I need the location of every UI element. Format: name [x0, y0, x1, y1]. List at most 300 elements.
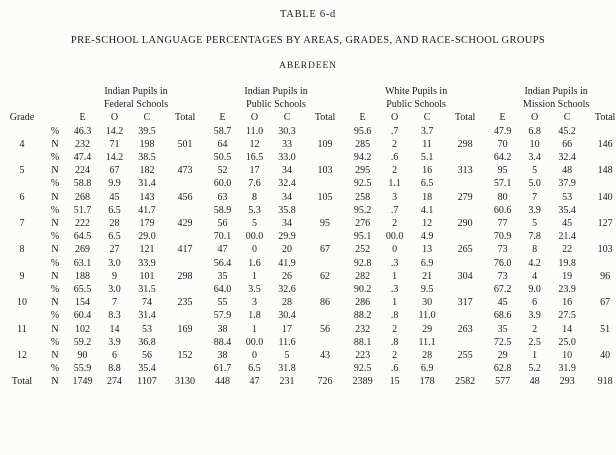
row-grade-label: 11	[17, 323, 27, 335]
cell-public-indian-pct: 7.6	[248, 178, 261, 190]
cell-public-white-count: 252	[355, 244, 371, 256]
cell-mission-pct: 3.9	[528, 204, 541, 216]
cell-mission-count: 73	[497, 244, 508, 256]
cell-public-white-count: 304	[457, 270, 473, 282]
cell-mission-count: 40	[600, 350, 611, 362]
cell-mission-pct	[584, 177, 616, 190]
cell-public-indian-count: 56	[217, 218, 228, 230]
table-row	[0, 283, 616, 296]
cell-mission-count: 127	[597, 218, 613, 230]
cell-mission-pct: 45.2	[558, 125, 576, 137]
cell-federal-count: 198	[139, 138, 155, 150]
cell-public-indian-count: 0	[252, 350, 258, 362]
cell-federal-pct	[164, 309, 206, 322]
cell-public-white-count: 232	[355, 323, 371, 335]
cell-public-indian-count: 34	[282, 165, 293, 177]
cell-public-indian-count: 35	[217, 270, 228, 282]
cell-federal-count: 179	[139, 218, 155, 230]
cell-federal-pct	[164, 125, 206, 138]
cell-federal-pct: 47.4	[73, 152, 92, 164]
cell-federal-pct: 58.8	[73, 178, 92, 190]
column-header-mission-total: Total	[594, 112, 616, 124]
cell-mission-pct: 9.0	[528, 284, 541, 296]
cell-public-indian-pct: 16.5	[245, 152, 264, 164]
cell-public-white-count: 263	[457, 323, 473, 335]
cell-mission-count: 5	[532, 218, 538, 230]
cell-federal-count: 71	[109, 138, 120, 150]
cell-public-indian-pct: 31.8	[278, 363, 296, 375]
cell-public-indian-pct: 64.0	[213, 284, 232, 296]
cell-federal-pct	[164, 257, 206, 270]
cell-public-indian-pct: 30.4	[278, 310, 296, 322]
cell-mission-count: 103	[597, 244, 613, 256]
cell-public-indian-pct: 32.4	[278, 178, 296, 190]
row-stat-count-label: N	[51, 191, 59, 203]
cell-mission-pct: 60.6	[493, 204, 512, 216]
cell-public-indian-pct: 50.5	[213, 152, 232, 164]
table-row	[0, 204, 616, 217]
cell-public-indian-pct: 57.9	[213, 310, 232, 322]
row-stat-percent-label: %	[50, 231, 60, 243]
table-row	[0, 323, 616, 336]
cell-mission-count: 10	[529, 138, 540, 150]
cell-federal-pct: 6.5	[108, 231, 121, 243]
cell-public-white-pct: 11.0	[418, 310, 436, 322]
cell-public-indian-count: 0	[252, 244, 258, 256]
cell-federal-pct: 39.5	[138, 125, 156, 137]
cell-public-indian-pct: 1.8	[248, 310, 261, 322]
cell-federal-count: 429	[177, 218, 193, 230]
cell-public-indian-count: 38	[217, 323, 228, 335]
cell-federal-pct: 3.0	[108, 257, 121, 269]
row-stat-count-label: N	[51, 165, 59, 177]
cell-federal-count: 102	[75, 323, 90, 335]
cell-public-indian-pct: 6.5	[248, 363, 261, 375]
cell-public-indian-count: 34	[282, 191, 293, 203]
cell-federal-pct: 63.1	[73, 257, 92, 269]
cell-public-white-count: 29	[422, 323, 433, 335]
cell-public-white-count: 0	[392, 244, 398, 256]
cell-federal-count: 268	[75, 191, 90, 203]
cell-federal-pct: 29.0	[138, 231, 156, 243]
cell-public-indian-count: 62	[320, 270, 331, 282]
cell-public-indian-count: 47	[249, 376, 260, 388]
cell-public-white-count: 317	[457, 297, 473, 309]
cell-public-indian-pct: 41.9	[278, 257, 296, 269]
cell-mission-pct: 72.5	[493, 336, 512, 348]
cell-public-indian-pct	[304, 283, 346, 296]
cell-public-indian-pct: 00.0	[245, 231, 264, 243]
cell-public-white-pct	[444, 230, 486, 243]
cell-federal-pct: 31.4	[138, 178, 156, 190]
cell-public-white-pct	[444, 309, 486, 322]
cell-public-white-count: 2389	[352, 376, 373, 388]
cell-public-indian-pct	[304, 125, 346, 138]
cell-mission-pct: 4.2	[528, 257, 541, 269]
cell-federal-pct: 14.2	[105, 152, 124, 164]
cell-mission-count: 8	[532, 244, 538, 256]
cell-mission-pct: 32.4	[558, 152, 576, 164]
cell-federal-count: 182	[139, 165, 155, 177]
cell-public-indian-count: 34	[282, 218, 293, 230]
cell-public-white-pct: 11.1	[418, 336, 436, 348]
cell-public-white-pct: 94.2	[353, 152, 372, 164]
cell-mission-count: 48	[529, 376, 540, 388]
table-row	[0, 375, 616, 388]
cell-public-white-count: 285	[355, 138, 371, 150]
cell-public-indian-pct: 33.0	[278, 152, 296, 164]
cell-public-indian-pct: 1.6	[248, 257, 261, 269]
cell-mission-pct: 6.8	[528, 125, 541, 137]
column-header-mission-c: C	[563, 112, 571, 124]
cell-mission-count: 73	[497, 270, 508, 282]
cell-federal-count: 3130	[175, 376, 196, 388]
cell-public-indian-pct: 58.7	[213, 125, 232, 137]
group-header-public-indian-line2: Public Schools	[246, 99, 306, 111]
cell-public-white-count: 1	[392, 297, 398, 309]
cell-federal-count: 456	[177, 191, 193, 203]
cell-mission-count: 2	[532, 323, 538, 335]
cell-mission-pct	[584, 230, 616, 243]
cell-public-white-pct	[444, 283, 486, 296]
cell-mission-count: 95	[497, 165, 508, 177]
cell-federal-count: 169	[177, 323, 193, 335]
cell-federal-count: 9	[112, 270, 117, 282]
cell-federal-pct: 41.7	[138, 204, 156, 216]
cell-public-white-count: 258	[355, 191, 371, 203]
row-stat-count-label: N	[51, 323, 59, 335]
row-grade-label: 12	[17, 350, 27, 362]
document-header	[0, 0, 616, 71]
cell-mission-count: 29	[497, 350, 508, 362]
cell-mission-pct: 57.1	[493, 178, 512, 190]
cell-mission-pct: 7.8	[528, 231, 541, 243]
row-grade-label: 8	[19, 244, 25, 256]
cell-federal-pct: 55.9	[73, 363, 92, 375]
table-row	[0, 177, 616, 190]
cell-mission-pct	[584, 257, 616, 270]
cell-mission-count: 16	[562, 297, 573, 309]
cell-public-indian-count: 55	[217, 297, 228, 309]
group-header-mission-line1: Indian Pupils in	[524, 86, 588, 97]
language-percentages-table	[0, 85, 616, 389]
cell-federal-count: 152	[177, 350, 193, 362]
group-header-federal	[66, 85, 206, 111]
cell-mission-pct: 76.0	[493, 257, 512, 269]
row-stat-percent-label: %	[50, 284, 60, 296]
cell-federal-pct: 31.4	[138, 310, 156, 322]
cell-federal-count: 501	[177, 138, 193, 150]
cell-public-indian-count: 8	[252, 191, 258, 203]
cell-public-indian-count: 52	[217, 165, 228, 177]
cell-public-white-pct	[444, 362, 486, 375]
cell-public-indian-pct: 00.0	[245, 336, 264, 348]
cell-federal-pct: 3.9	[108, 336, 121, 348]
cell-federal-count: 27	[109, 244, 120, 256]
cell-mission-count: 70	[497, 138, 508, 150]
cell-federal-pct: 64.5	[73, 231, 92, 243]
cell-public-indian-pct: 30.3	[278, 125, 296, 137]
cell-public-white-pct: 95.6	[353, 125, 372, 137]
cell-mission-pct	[584, 283, 616, 296]
cell-public-indian-pct: 58.9	[213, 204, 232, 216]
column-header-public-white-total: Total	[454, 112, 476, 124]
cell-mission-count: 148	[597, 165, 613, 177]
row-stat-percent-label: %	[50, 363, 60, 375]
cell-mission-count: 19	[562, 270, 573, 282]
cell-public-indian-pct: 56.4	[213, 257, 232, 269]
column-header-row	[0, 111, 616, 124]
cell-public-white-count: 276	[355, 218, 371, 230]
cell-federal-count: 67	[109, 165, 120, 177]
cell-public-indian-pct: 70.1	[213, 231, 232, 243]
cell-mission-count: 10	[562, 350, 573, 362]
cell-mission-pct: 5.0	[528, 178, 541, 190]
table-row	[0, 349, 616, 362]
cell-public-indian-pct: 88.4	[213, 336, 232, 348]
cell-public-indian-pct: 61.7	[213, 363, 232, 375]
cell-public-white-count: 313	[457, 165, 473, 177]
group-header-public-white	[346, 85, 486, 111]
cell-mission-count: 4	[532, 270, 538, 282]
cell-public-white-count: 279	[457, 191, 473, 203]
column-header-public-white-c: C	[423, 112, 431, 124]
row-stat-percent-label: %	[50, 178, 60, 190]
cell-federal-count: 269	[75, 244, 90, 256]
cell-federal-count: 473	[177, 165, 193, 177]
cell-public-white-count: 2	[392, 138, 398, 150]
column-header-mission-o: O	[530, 112, 539, 124]
cell-mission-count: 53	[562, 191, 573, 203]
cell-federal-count: 188	[75, 270, 90, 282]
cell-mission-count: 66	[562, 138, 573, 150]
cell-mission-count: 140	[597, 191, 613, 203]
cell-federal-count: 417	[177, 244, 193, 256]
cell-public-indian-count: 103	[317, 165, 333, 177]
cell-mission-pct: 47.9	[493, 125, 512, 137]
cell-federal-count: 74	[142, 297, 152, 309]
cell-public-white-pct: 6.9	[420, 257, 434, 269]
cell-public-white-pct: .7	[390, 204, 399, 216]
table-row	[0, 362, 616, 375]
cell-public-indian-pct	[304, 204, 346, 217]
cell-public-white-pct: .3	[390, 284, 399, 296]
column-header-public-white-o: O	[390, 112, 399, 124]
cell-public-white-pct: 92.8	[353, 257, 372, 269]
cell-mission-count: 14	[562, 323, 573, 335]
table-head	[0, 85, 616, 125]
cell-federal-pct: 8.3	[108, 310, 121, 322]
cell-mission-pct: 70.9	[493, 231, 512, 243]
cell-public-white-pct: .6	[390, 363, 399, 375]
cell-mission-pct: 5.2	[528, 363, 541, 375]
cell-public-indian-count: 12	[249, 138, 260, 150]
cell-public-indian-pct	[304, 230, 346, 243]
cell-mission-pct	[584, 151, 616, 164]
cell-federal-pct: 65.5	[73, 284, 92, 296]
cell-federal-pct: 35.4	[138, 363, 156, 375]
cell-public-indian-count: 17	[282, 323, 293, 335]
cell-federal-count: 143	[139, 191, 155, 203]
cell-federal-pct: 59.2	[73, 336, 92, 348]
cell-mission-pct: 25.0	[558, 336, 576, 348]
cell-public-white-count: 265	[457, 244, 473, 256]
cell-public-indian-count: 105	[317, 191, 333, 203]
cell-public-indian-count: 5	[284, 350, 290, 362]
cell-public-white-count: 12	[422, 218, 433, 230]
cell-public-indian-pct	[304, 257, 346, 270]
cell-federal-pct	[164, 151, 206, 164]
cell-public-white-pct: 4.1	[420, 204, 434, 216]
cell-mission-count: 45	[562, 218, 573, 230]
column-header-grade: Grade	[9, 112, 35, 124]
row-stat-count-label: N	[51, 297, 59, 309]
row-stat-percent-label: %	[50, 204, 60, 216]
cell-public-indian-count: 28	[282, 297, 293, 309]
group-header-spacer	[0, 85, 66, 111]
column-header-public-indian-o: O	[250, 112, 259, 124]
row-stat-count-label: N	[51, 138, 59, 150]
cell-mission-count: 67	[600, 297, 611, 309]
cell-mission-pct	[584, 362, 616, 375]
cell-public-indian-count: 20	[282, 244, 293, 256]
group-header-public-indian-line1: Indian Pupils in	[244, 86, 308, 97]
cell-public-indian-pct: 60.0	[213, 178, 232, 190]
cell-public-white-count: 2	[392, 350, 398, 362]
cell-public-indian-count: 47	[217, 244, 228, 256]
cell-public-white-count: 3	[392, 191, 398, 203]
cell-public-indian-count: 43	[320, 350, 331, 362]
cell-public-white-pct: 95.1	[353, 231, 372, 243]
cell-federal-count: 298	[177, 270, 193, 282]
column-header-federal-e: E	[79, 112, 86, 124]
cell-public-indian-pct	[304, 336, 346, 349]
cell-public-indian-pct: 32.6	[278, 284, 296, 296]
group-header-public-indian	[206, 85, 346, 111]
cell-public-white-pct: 6.5	[420, 178, 434, 190]
cell-public-white-count: 295	[355, 165, 371, 177]
cell-public-white-pct: 9.5	[420, 284, 434, 296]
cell-public-indian-count: 109	[317, 138, 333, 150]
cell-mission-pct: 35.4	[558, 204, 576, 216]
row-stat-count-label: N	[51, 244, 59, 256]
column-header-federal-total: Total	[174, 112, 196, 124]
cell-public-white-pct	[444, 336, 486, 349]
cell-federal-pct: 8.8	[108, 363, 121, 375]
cell-public-indian-count: 17	[249, 165, 260, 177]
cell-federal-count: 1749	[72, 376, 93, 388]
cell-mission-count: 77	[497, 218, 508, 230]
table-row	[0, 230, 616, 243]
cell-public-indian-count: 33	[282, 138, 293, 150]
table-row	[0, 270, 616, 283]
column-header-federal-c: C	[143, 112, 151, 124]
cell-mission-pct: 2.5	[528, 336, 541, 348]
table-row	[0, 191, 616, 204]
cell-public-white-pct: .6	[390, 152, 399, 164]
cell-public-white-pct: 88.2	[353, 310, 372, 322]
cell-federal-count: 28	[109, 218, 120, 230]
cell-mission-count: 22	[562, 244, 573, 256]
cell-public-indian-pct	[304, 309, 346, 322]
cell-mission-pct: 37.9	[558, 178, 576, 190]
cell-federal-count: 222	[75, 218, 90, 230]
cell-federal-count: 53	[142, 323, 152, 335]
cell-mission-pct	[584, 336, 616, 349]
cell-federal-count: 7	[112, 297, 117, 309]
cell-public-indian-count: 56	[320, 323, 331, 335]
column-header-public-indian-c: C	[283, 112, 291, 124]
cell-public-indian-pct	[304, 177, 346, 190]
cell-federal-pct: 38.5	[138, 152, 156, 164]
table-row	[0, 296, 616, 309]
cell-public-white-count: 223	[355, 350, 371, 362]
cell-federal-pct	[164, 177, 206, 190]
cell-mission-pct: 27.5	[558, 310, 576, 322]
cell-public-white-count: 11	[422, 138, 432, 150]
row-grade-label: Total	[11, 376, 33, 388]
cell-public-white-count: 21	[422, 270, 433, 282]
cell-mission-pct	[584, 309, 616, 322]
row-grade-label: 6	[19, 191, 25, 203]
cell-public-white-pct: 4.9	[420, 231, 434, 243]
table-row	[0, 257, 616, 270]
cell-federal-pct: 31.5	[138, 284, 156, 296]
cell-public-indian-count: 86	[320, 297, 331, 309]
cell-mission-pct: 31.9	[558, 363, 576, 375]
table-row	[0, 243, 616, 256]
cell-public-white-pct: 6.9	[420, 363, 434, 375]
cell-public-white-pct: 92.5	[353, 178, 372, 190]
cell-public-white-count: 30	[422, 297, 433, 309]
cell-public-indian-count: 448	[215, 376, 231, 388]
cell-federal-pct: 6.5	[108, 204, 121, 216]
cell-public-white-count: 13	[422, 244, 433, 256]
table-body	[0, 125, 616, 389]
cell-public-white-pct: 90.2	[353, 284, 372, 296]
column-header-public-indian-total: Total	[314, 112, 336, 124]
cell-mission-pct: 62.8	[493, 363, 512, 375]
cell-public-white-pct	[444, 151, 486, 164]
cell-public-indian-pct: 11.0	[245, 125, 264, 137]
cell-public-indian-count: 95	[320, 218, 331, 230]
cell-federal-count: 232	[75, 138, 90, 150]
cell-public-indian-count: 67	[320, 244, 331, 256]
column-header-federal-o: O	[110, 112, 119, 124]
cell-federal-pct: 3.0	[108, 284, 121, 296]
table-row	[0, 309, 616, 322]
cell-mission-count: 1	[532, 350, 538, 362]
cell-mission-count: 51	[600, 323, 611, 335]
cell-public-white-pct	[444, 257, 486, 270]
column-header-public-indian-e: E	[219, 112, 226, 124]
group-header-public-white-line2: Public Schools	[386, 99, 446, 111]
column-header-mission-e: E	[499, 112, 506, 124]
row-grade-label: 5	[19, 165, 25, 177]
cell-mission-count: 918	[597, 376, 613, 388]
cell-mission-pct: 64.2	[493, 152, 512, 164]
cell-federal-count: 101	[139, 270, 155, 282]
cell-public-white-count: 298	[457, 138, 473, 150]
cell-public-white-count: 286	[355, 297, 371, 309]
cell-federal-pct	[164, 204, 206, 217]
cell-public-white-pct: 95.2	[353, 204, 372, 216]
row-grade-label: 10	[17, 297, 27, 309]
cell-public-white-count: 2	[392, 323, 398, 335]
cell-mission-count: 146	[597, 138, 613, 150]
cell-public-white-pct	[444, 177, 486, 190]
cell-mission-count: 577	[495, 376, 511, 388]
